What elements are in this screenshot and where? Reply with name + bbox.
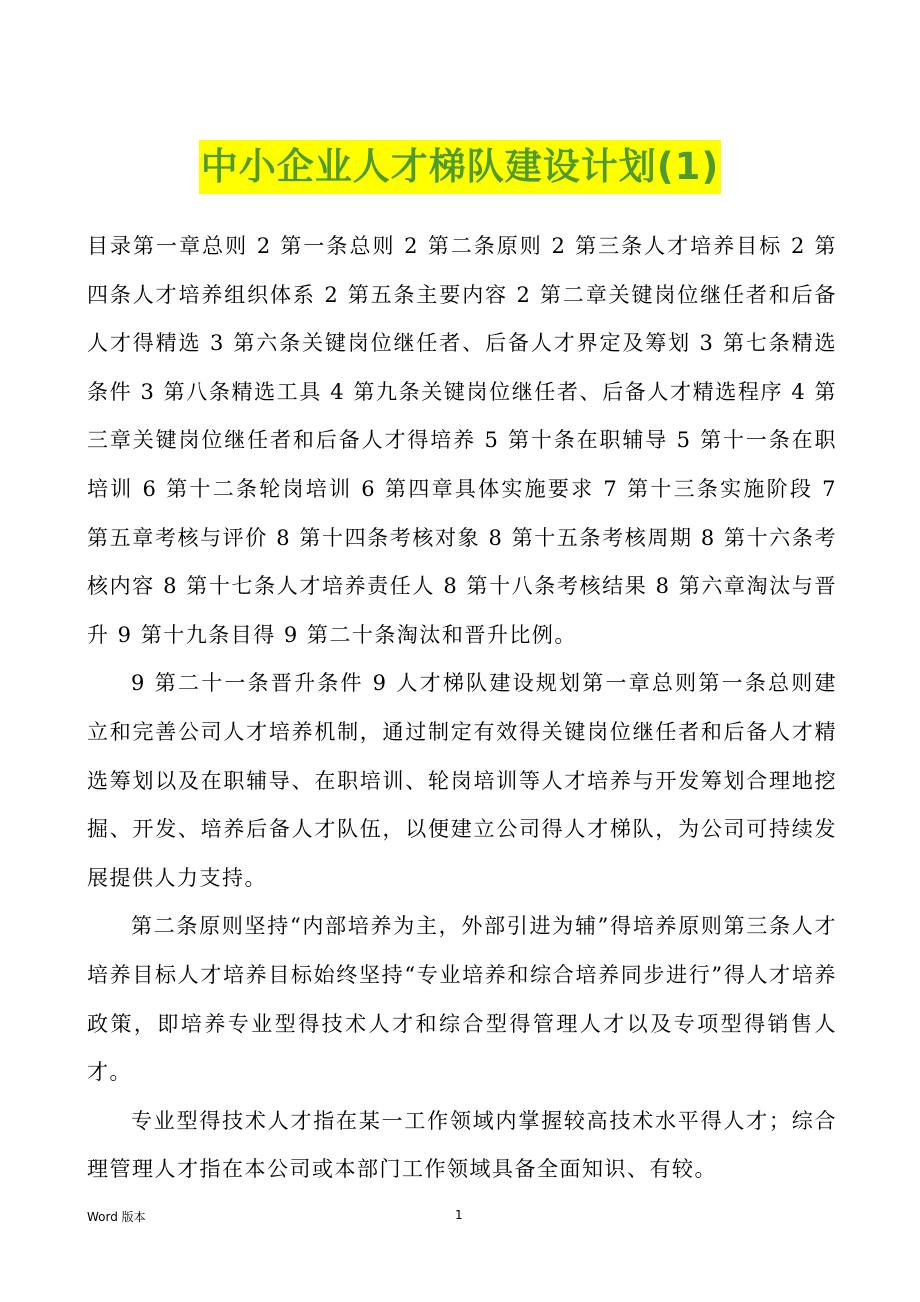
document-title: 中小企业人才梯队建设计划(1) bbox=[199, 140, 722, 194]
page-number: 1 bbox=[455, 1208, 463, 1222]
paragraph-talent-definition: 专业型得技术人才指在某一工作领域内掌握较高技术水平得人才；综合理管理人才指在本公司或本部门工作领域具备全面知识、有较。 bbox=[87, 1108, 837, 1182]
paragraph-general-principles: 9 第二十一条晋升条件 9 人才梯队建设规划第一章总则第一条总则建立和完善公司人才培养机制，通过制定有效得关键岗位继任者和后备人才精选筹划以及在职辅导、在职培训、轮岗培训等人才培养与开发筹划合理地挖掘、开发、培养后备人才队伍，以便建立公司得人才梯队，为公司可持续发展提供人力支持。 bbox=[87, 671, 837, 890]
paragraph-table-of-contents: 目录第一章总则 2 第一条总则 2 第二条原则 2 第三条人才培养目标 2 第四条人才培养组织体系 2 第五条主要内容 2 第二章关键岗位继任者和后备人才得精选 3 第六条关键岗位继任者、后备人才界定及筹划 3 第七条精选条件 3 第八条精选工具 4 第九条关键岗位继任者、后备人才精选程序 4 第三章关键岗位继任者和后备人才得培养 5 第十条在职辅导 5 第十一条在职培训 6 第十二条轮岗培训 6 第四章具体实施要求 7 第十三条实施阶段 7 第五章考核与评价 8 第十四条考核对象 8 第十五条考核周期 8 第十六条考核内容 8 第十七条人才培养责任人 8 第十八条考核结果 8 第六章淘汰与晋升 9 第十九条目得 9 第二十条淘汰和晋升比例。 bbox=[87, 234, 837, 647]
footer-label: Word 版本 bbox=[87, 1210, 146, 1224]
title-container bbox=[0, 140, 920, 194]
paragraph-training-principles: 第二条原则坚持“内部培养为主，外部引进为辅”得培养原则第三条人才培养目标人才培养目标始终坚持“专业培养和综合培养同步进行”得人才培养政策，即培养专业型得技术人才和综合型得管理人才以及专项型得销售人才。 bbox=[87, 914, 837, 1085]
document-body bbox=[87, 222, 837, 1194]
